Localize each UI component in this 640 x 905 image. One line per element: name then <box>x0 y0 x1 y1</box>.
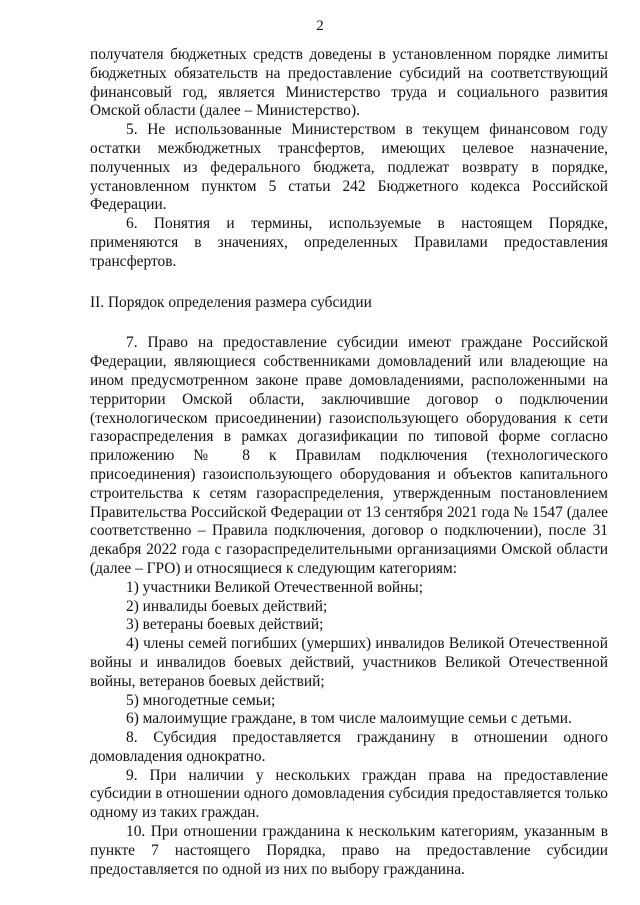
category-item: 2) инвалиды боевых действий; <box>126 597 328 615</box>
page-number: 2 <box>316 18 324 34</box>
paragraph-continuation: получателя бюджетных средств доведены в установленном порядке лимиты бюджетных обязательств на предоставление субсидий на соответствующий финансовый год, является Министерство труда и социального развития Омской области (далее – Министерство). <box>90 46 608 120</box>
document-body <box>90 46 608 879</box>
category-item: 6) малоимущие граждане, в том числе малоимущие семьи с детьми. <box>126 710 572 728</box>
category-item: 5) многодетные семьи; <box>126 691 276 709</box>
paragraph-10: 10. При отношении гражданина к нескольким категориям, указанным в пункте 7 настоящего Порядка, право на предоставление субсидии предоставляется по одной из них по выбору гражданина. <box>90 823 608 878</box>
paragraph-8: 8. Субсидия предоставляется гражданину в отношении одного домовладения однократно. <box>90 729 608 765</box>
paragraph-5: 5. Не использованные Министерством в текущем финансовом году остатки межбюджетных трансфертов, имеющих целевое назначение, полученных из федерального бюджета, подлежат возврату в порядке, установленном пунктом 5 статьи 242 Бюджетного кодекса Российской Федерации. <box>90 121 608 214</box>
category-item: 1) участники Великой Отечественной войны; <box>126 578 424 596</box>
category-item: 4) члены семей погибших (умерших) инвалидов Великой Отечественной войны и инвалидов боевых действий, участников Великой Отечественной войны, ветеранов боевых действий; <box>90 635 608 690</box>
category-item: 3) ветераны боевых действий; <box>126 616 324 634</box>
paragraph-7: 7. Право на предоставление субсидии имеют граждане Российской Федерации, являющиеся собственниками домовладений или владеющие на ином предусмотренном законе праве домовладениями, расположенными на территории Омской области, заключившие договор о подключении (технологическом присоединении) газоиспользующего оборудования к сети газораспределения в рамках догазификации по типовой форме согласно приложению № 8 к Правилам подключения (технологического присоединения) газоиспользующего оборудования и объектов капитального строительства к сетям газораспределения, утвержденным постановлением Правительства Российской Федерации от 13 сентября 2021 года № 1547 (далее соответственно – Правила подключения, договор о подключении), после 31 декабря 2022 года с газораспределительными организациями Омской области (далее – ГРО) и относящиеся к следующим категориям: <box>90 334 608 577</box>
section-title: II. Порядок определения размера субсидии <box>90 293 372 311</box>
paragraph-6: 6. Понятия и термины, используемые в настоящем Порядке, применяются в значениях, определенных Правилами предоставления трансфертов. <box>90 215 608 270</box>
paragraph-9: 9. При наличии у нескольких граждан права на предоставление субсидии в отношении одного домовладения субсидия предоставляется только одному из таких граждан. <box>90 766 608 822</box>
